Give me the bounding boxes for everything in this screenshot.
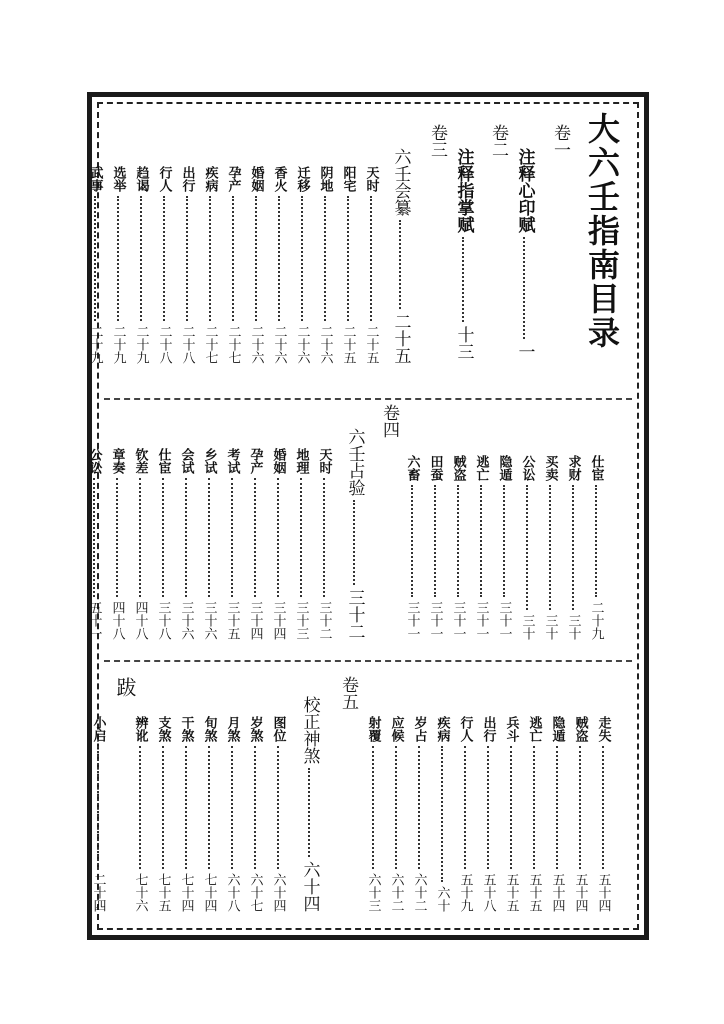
entry-page-number: 五十一 <box>86 601 102 640</box>
entry-page-number: 二十六 <box>248 325 264 364</box>
vol3-cont-entry <box>495 455 514 640</box>
leader-dots <box>347 196 349 321</box>
entry-label: 注释心印赋 <box>514 148 535 233</box>
leader-dots <box>353 500 355 585</box>
vol4-cont-entry <box>456 716 475 912</box>
entry-label: 阳宅 <box>340 166 356 192</box>
vol3-entry <box>201 166 220 364</box>
vol4-entry <box>108 448 127 640</box>
leader-dots <box>579 746 581 869</box>
vol3-entry <box>224 166 243 364</box>
entry-label: 隐遁 <box>496 455 512 481</box>
leader-dots <box>308 768 310 857</box>
vol1-label: 卷一 <box>550 124 570 158</box>
entry-label: 岁占 <box>411 716 427 742</box>
leader-dots <box>277 746 279 869</box>
leader-dots <box>434 485 436 597</box>
leader-dots <box>595 485 597 597</box>
vol3-entry <box>109 166 128 364</box>
entry-page-number: 三十二 <box>316 601 332 640</box>
entry-page-number: 二十九 <box>133 325 149 364</box>
entry-page-number: 三十六 <box>178 601 194 640</box>
leader-dots <box>231 746 233 869</box>
entry-label: 会试 <box>178 448 194 474</box>
vol4-entry <box>85 448 104 640</box>
entry-page-number: 三十一 <box>450 601 466 640</box>
leader-dots <box>503 485 505 597</box>
vol3-entry <box>293 166 312 364</box>
postscript-label: 跋 <box>113 677 137 697</box>
leader-dots <box>163 196 165 321</box>
entry-label: 地理 <box>293 448 309 474</box>
entry-page-number: 三十一 <box>404 601 420 640</box>
vol5-entry <box>223 716 242 912</box>
entry-label: 图位 <box>270 716 286 742</box>
entry-page-number: 五十五 <box>503 873 519 912</box>
page-title: 大六壬指南目录 <box>583 112 621 350</box>
leader-dots <box>523 237 525 339</box>
entry-label: 行人 <box>156 166 172 192</box>
vol4-entry <box>177 448 196 640</box>
entry-page-number: 五十四 <box>572 873 588 912</box>
vol3-cont-entry <box>426 455 445 640</box>
entry-label: 阴地 <box>317 166 333 192</box>
leader-dots <box>457 485 459 597</box>
leader-dots <box>602 746 604 869</box>
vol5-entry <box>246 716 265 912</box>
entry-page-number: 三十 <box>542 614 558 640</box>
vol3-label: 卷三 <box>427 124 447 158</box>
entry-page-number: 三十 <box>519 614 535 640</box>
vol4-entry <box>246 448 265 640</box>
entry-label: 贼盗 <box>572 716 588 742</box>
section-divider-1 <box>104 398 632 400</box>
entry-label: 天时 <box>316 448 332 474</box>
entry-page-number: 七十六 <box>132 873 148 912</box>
leader-dots <box>254 746 256 869</box>
entry-page-number: 六十二 <box>411 873 427 912</box>
entry-page-number: 二十六 <box>271 325 287 364</box>
leader-dots <box>255 196 257 321</box>
vol3-entry <box>132 166 151 364</box>
entry-label: 婚姻 <box>248 166 264 192</box>
entry-label: 六壬会纂 <box>390 148 411 216</box>
vol3-entry <box>247 166 266 364</box>
entry-page-number: 六十二 <box>388 873 404 912</box>
leader-dots <box>231 478 233 597</box>
vol4-cont-entry <box>594 716 613 912</box>
entry-label: 校正神煞 <box>299 696 320 764</box>
entry-page-number: 二十八 <box>179 325 195 364</box>
entry-page-number: 三十一 <box>496 601 512 640</box>
leader-dots <box>94 196 96 321</box>
entry-page-number: 三十二 <box>344 589 365 640</box>
vol4-entry <box>200 448 219 640</box>
entry-label: 贼盗 <box>450 455 466 481</box>
entry-label: 选举 <box>110 166 126 192</box>
vol4-cont-entry <box>525 716 544 912</box>
entry-page-number: 二十五 <box>363 325 379 364</box>
entry-page-number: 二十九 <box>110 325 126 364</box>
entry-page-number: 三十一 <box>427 601 443 640</box>
entry-label: 应候 <box>388 716 404 742</box>
leader-dots <box>139 746 141 869</box>
leader-dots <box>186 196 188 321</box>
entry-label: 出行 <box>179 166 195 192</box>
vol2-entry <box>452 148 475 360</box>
entry-page-number: 三十八 <box>155 601 171 640</box>
leader-dots <box>254 478 256 597</box>
entry-label: 行人 <box>457 716 473 742</box>
entry-page-number: 二十九 <box>87 325 103 364</box>
vol3-entry <box>86 166 105 364</box>
vol4-entry <box>223 448 242 640</box>
entry-label: 辨讹 <box>132 716 148 742</box>
leader-dots <box>549 485 551 610</box>
entry-label: 买卖 <box>542 455 558 481</box>
vol3-entry <box>270 166 289 364</box>
leader-dots <box>209 196 211 321</box>
vol3-cont-entry <box>472 455 491 640</box>
entry-label: 仕宦 <box>155 448 171 474</box>
entry-page-number: 七十五 <box>155 873 171 912</box>
entry-page-number: 十三 <box>453 326 474 360</box>
vol5-entry <box>154 716 173 912</box>
entry-label: 武事 <box>87 166 103 192</box>
entry-label: 公讼 <box>86 448 102 474</box>
leader-dots <box>323 478 325 597</box>
entry-label: 迁移 <box>294 166 310 192</box>
entry-label: 疾病 <box>202 166 218 192</box>
leader-dots <box>232 196 234 321</box>
entry-page-number: 五十八 <box>480 873 496 912</box>
entry-label: 求财 <box>565 455 581 481</box>
leader-dots <box>185 746 187 869</box>
vol5-heading <box>298 696 321 912</box>
entry-page-number: 四十八 <box>109 601 125 640</box>
entry-page-number: 三十六 <box>201 601 217 640</box>
entry-page-number: 二十九 <box>588 601 604 640</box>
leader-dots <box>97 746 99 869</box>
entry-label: 章奏 <box>109 448 125 474</box>
entry-label: 天时 <box>363 166 379 192</box>
leader-dots <box>372 746 374 869</box>
vol4-cont-entry <box>548 716 567 912</box>
leader-dots <box>533 746 535 869</box>
entry-label: 香火 <box>271 166 287 192</box>
leader-dots <box>526 485 528 610</box>
vol3-entry <box>178 166 197 364</box>
leader-dots <box>464 746 466 869</box>
leader-dots <box>185 478 187 597</box>
entry-page-number: 一 <box>514 343 535 360</box>
leader-dots <box>116 478 118 597</box>
leader-dots <box>399 220 401 309</box>
entry-page-number: 三十 <box>565 614 581 640</box>
vol5-label: 卷五 <box>338 676 358 710</box>
leader-dots <box>395 746 397 869</box>
vol3-entry <box>362 166 381 364</box>
entry-label: 仕宦 <box>588 455 604 481</box>
leader-dots <box>208 478 210 597</box>
leader-dots <box>140 196 142 321</box>
entry-page-number: 二十七 <box>225 325 241 364</box>
entry-page-number: 六十 <box>434 886 450 912</box>
vol3-cont-entry <box>587 455 606 640</box>
entry-label: 疾病 <box>434 716 450 742</box>
entry-label: 逃亡 <box>526 716 542 742</box>
vol4-cont-entry <box>479 716 498 912</box>
entry-page-number: 二十六 <box>294 325 310 364</box>
leader-dots <box>370 196 372 321</box>
leader-dots <box>510 746 512 869</box>
entry-label: 走失 <box>595 716 611 742</box>
entry-page-number: 二十五 <box>390 313 411 364</box>
entry-page-number: 五十四 <box>549 873 565 912</box>
entry-page-number: 三十四 <box>270 601 286 640</box>
leader-dots <box>441 746 443 882</box>
entry-label: 逃亡 <box>473 455 489 481</box>
leader-dots <box>572 485 574 610</box>
leader-dots <box>300 478 302 597</box>
entry-page-number: 六十七 <box>247 873 263 912</box>
entry-page-number: 六十四 <box>299 861 320 912</box>
entry-label: 乡试 <box>201 448 217 474</box>
entry-label: 隐遁 <box>549 716 565 742</box>
entry-page-number: 二十八 <box>156 325 172 364</box>
entry-page-number: 六十四 <box>270 873 286 912</box>
vol3-entry <box>316 166 335 364</box>
vol4-cont-entry <box>364 716 383 912</box>
leader-dots <box>556 746 558 869</box>
leader-dots <box>162 478 164 597</box>
postscript-entry <box>89 716 108 912</box>
leader-dots <box>480 485 482 597</box>
entry-label: 干煞 <box>178 716 194 742</box>
leader-dots <box>139 478 141 597</box>
leader-dots <box>411 485 413 597</box>
entry-page-number: 五十五 <box>526 873 542 912</box>
entry-label: 孕产 <box>247 448 263 474</box>
entry-page-number: 二十五 <box>340 325 356 364</box>
entry-page-number: 二十六 <box>317 325 333 364</box>
leader-dots <box>208 746 210 869</box>
entry-page-number: 三十一 <box>473 601 489 640</box>
leader-dots <box>418 746 420 869</box>
leader-dots <box>301 196 303 321</box>
entry-page-number: 七十四 <box>178 873 194 912</box>
entry-label: 月煞 <box>224 716 240 742</box>
entry-label: 射覆 <box>365 716 381 742</box>
vol4-entry <box>315 448 334 640</box>
entry-label: 考试 <box>224 448 240 474</box>
vol3-cont-entry <box>403 455 422 640</box>
entry-page-number: 三十五 <box>224 601 240 640</box>
vol5-entry <box>177 716 196 912</box>
entry-label: 旬煞 <box>201 716 217 742</box>
vol3-cont-entry <box>541 455 560 640</box>
vol3-cont-entry <box>518 455 537 640</box>
entry-page-number: 三十三 <box>293 601 309 640</box>
entry-label: 六壬占验 <box>344 428 365 496</box>
vol3-entry <box>339 166 358 364</box>
entry-label: 岁煞 <box>247 716 263 742</box>
leader-dots <box>487 746 489 869</box>
leader-dots <box>277 478 279 597</box>
vol3-heading <box>389 148 412 364</box>
vol4-entry <box>269 448 288 640</box>
entry-page-number: 六十八 <box>224 873 240 912</box>
entry-page-number: 三十四 <box>247 601 263 640</box>
leader-dots <box>162 746 164 869</box>
vol4-cont-entry <box>387 716 406 912</box>
leader-dots <box>462 237 464 322</box>
vol4-label: 卷四 <box>379 404 399 438</box>
entry-page-number: 四十八 <box>132 601 148 640</box>
vol2-label: 卷二 <box>488 124 508 158</box>
vol5-entry <box>131 716 150 912</box>
vol5-entry <box>269 716 288 912</box>
vol4-heading <box>343 428 366 640</box>
entry-page-number: 二十四 <box>90 873 106 912</box>
entry-label: 注释指掌赋 <box>453 148 474 233</box>
entry-label: 小启 <box>90 716 106 742</box>
leader-dots <box>324 196 326 321</box>
entry-label: 趋谒 <box>133 166 149 192</box>
entry-label: 公讼 <box>519 455 535 481</box>
entry-page-number: 五十四 <box>595 873 611 912</box>
entry-label: 出行 <box>480 716 496 742</box>
leader-dots <box>117 196 119 321</box>
entry-page-number: 二十七 <box>202 325 218 364</box>
section-divider-2 <box>104 660 632 662</box>
entry-label: 钦差 <box>132 448 148 474</box>
vol1-entry <box>513 148 536 360</box>
entry-page-number: 五十九 <box>457 873 473 912</box>
entry-page-number: 七十四 <box>201 873 217 912</box>
entry-label: 六畜 <box>404 455 420 481</box>
entry-label: 田蚕 <box>427 455 443 481</box>
vol4-entry <box>131 448 150 640</box>
vol3-cont-entry <box>564 455 583 640</box>
vol4-entry <box>292 448 311 640</box>
leader-dots <box>93 478 95 597</box>
entry-label: 兵斗 <box>503 716 519 742</box>
vol4-cont-entry <box>410 716 429 912</box>
vol4-entry <box>154 448 173 640</box>
entry-page-number: 六十三 <box>365 873 381 912</box>
entry-label: 孕产 <box>225 166 241 192</box>
vol4-cont-entry <box>571 716 590 912</box>
vol5-entry <box>200 716 219 912</box>
vol4-cont-entry <box>433 716 452 912</box>
vol4-cont-entry <box>502 716 521 912</box>
vol3-entry <box>155 166 174 364</box>
entry-label: 婚姻 <box>270 448 286 474</box>
entry-label: 支煞 <box>155 716 171 742</box>
leader-dots <box>278 196 280 321</box>
vol3-cont-entry <box>449 455 468 640</box>
